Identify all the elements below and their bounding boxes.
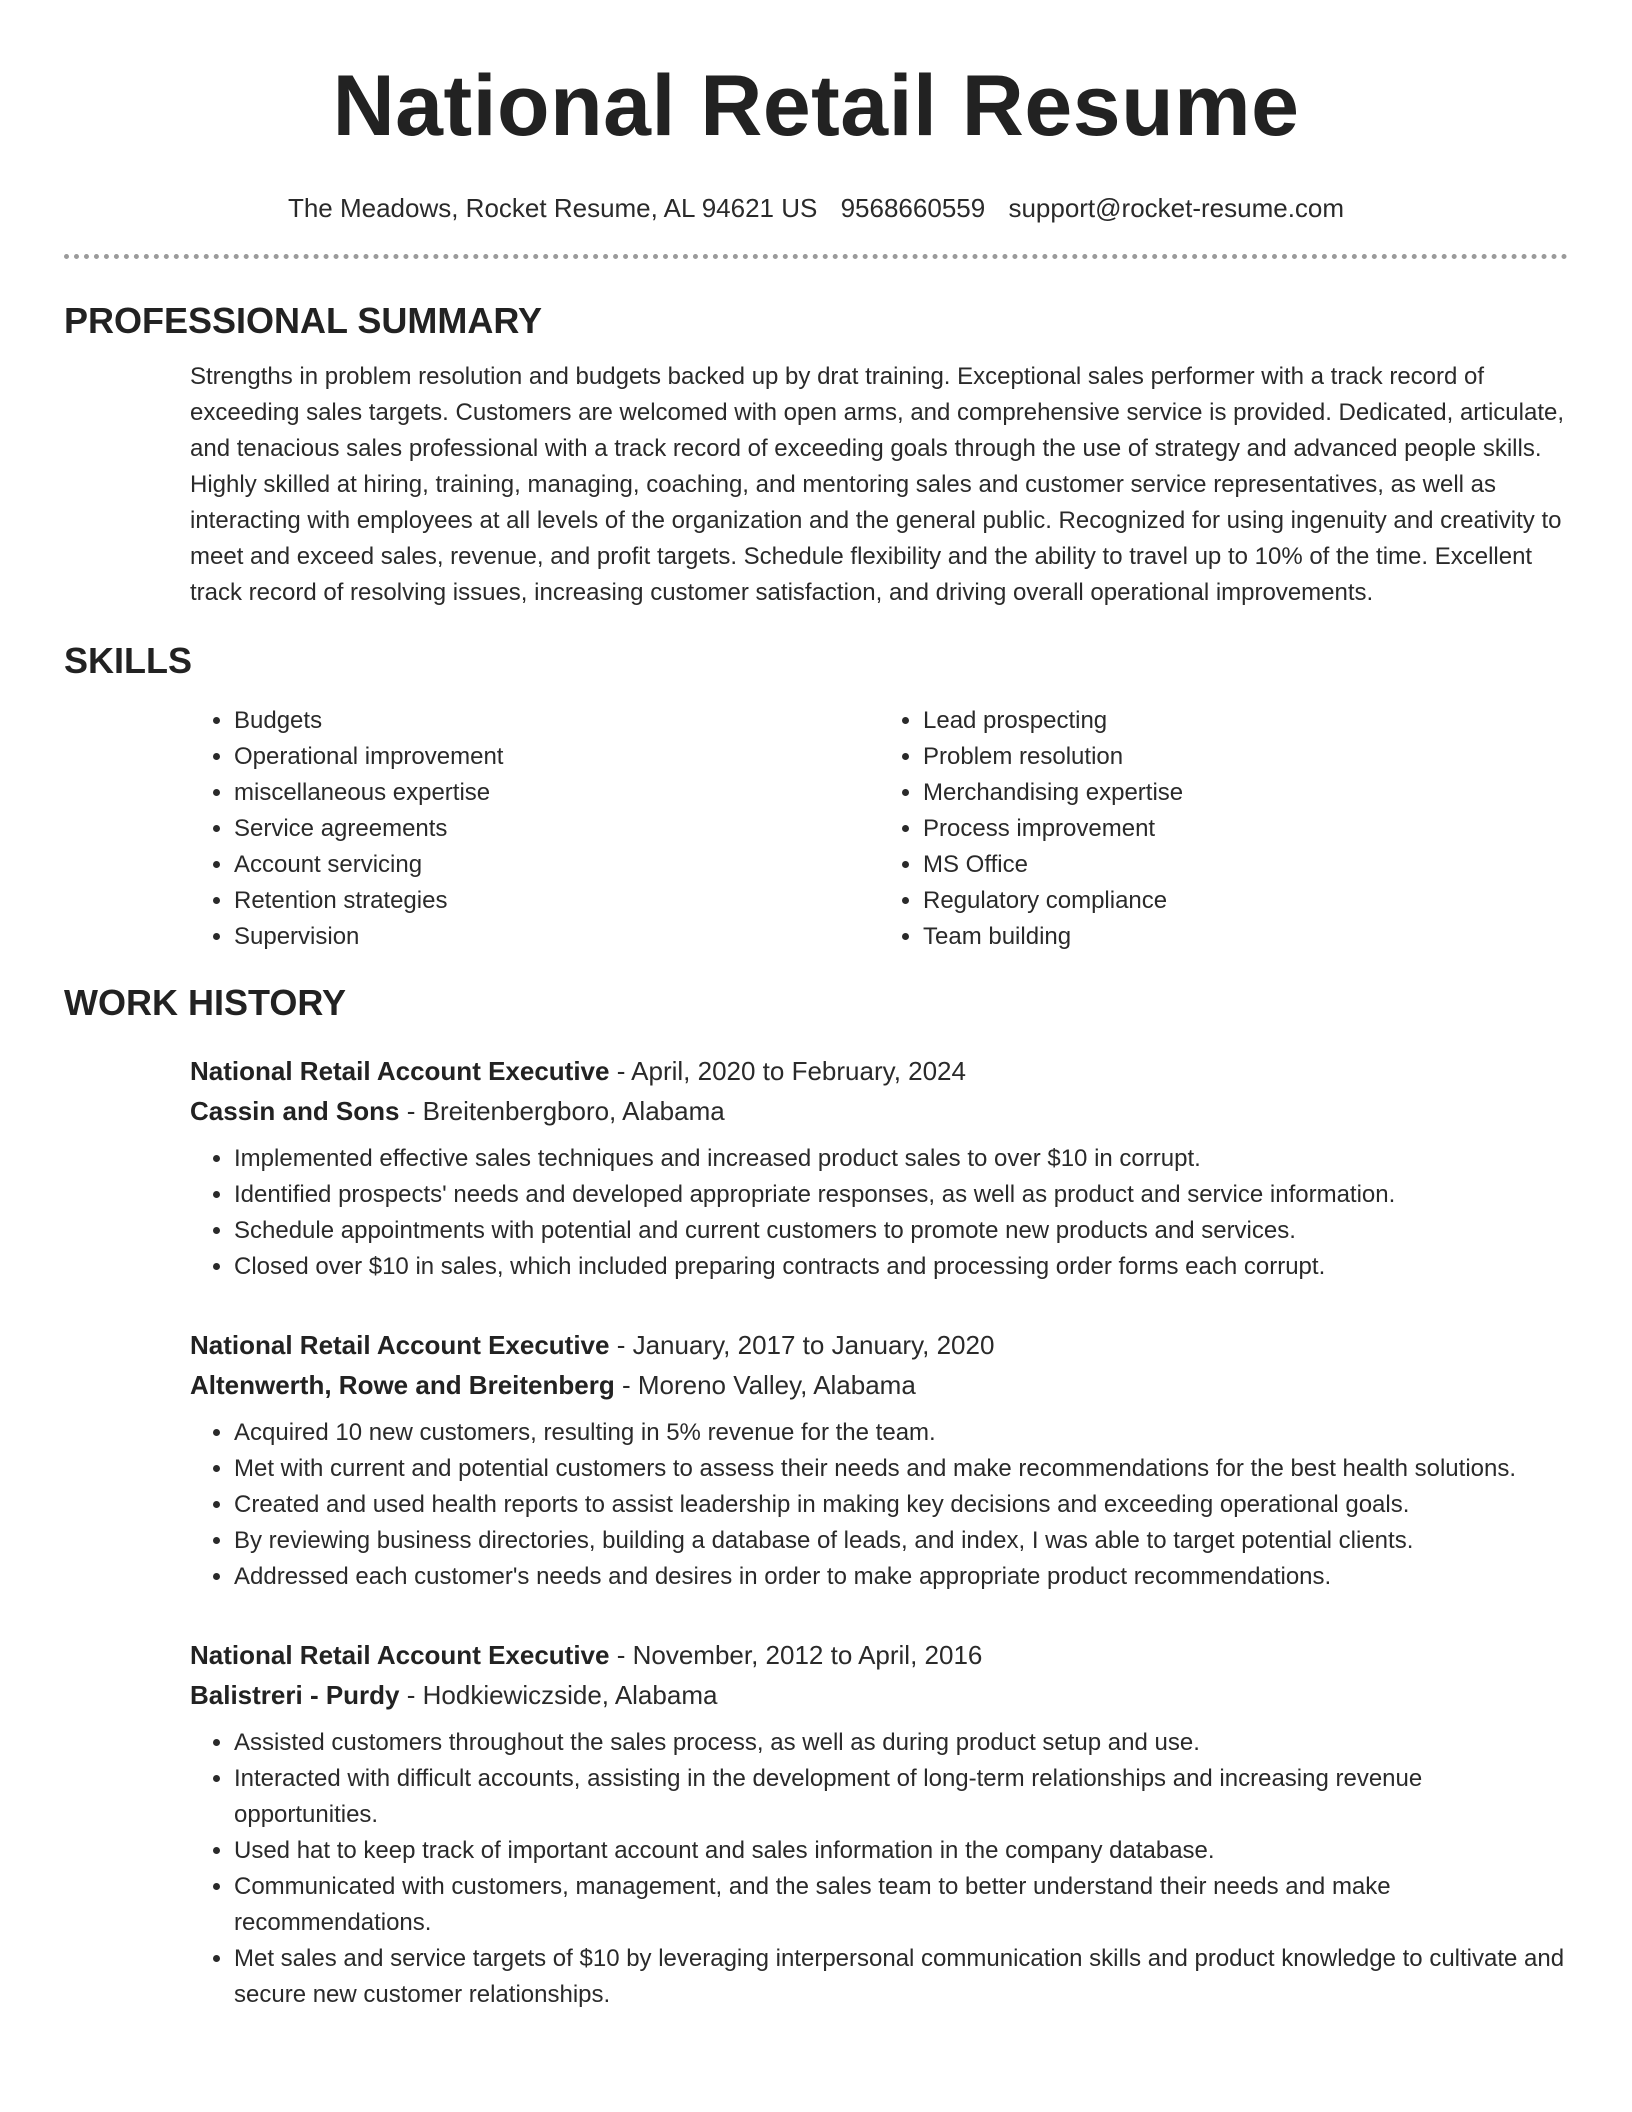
skill-item: • Merchandising expertise	[923, 775, 1568, 811]
job-dates: - November, 2012 to April, 2016	[609, 1640, 983, 1670]
skills-grid	[190, 703, 1568, 955]
job-dates: - April, 2020 to February, 2024	[609, 1056, 966, 1086]
work-history-body	[190, 1051, 1568, 2013]
skill-item: • Service agreements	[234, 811, 879, 847]
job-company: Altenwerth, Rowe and Breitenberg	[190, 1370, 615, 1400]
header-divider	[64, 254, 1568, 259]
contact-phone: 9568660559	[840, 193, 986, 223]
job-bullet: • Met with current and potential customers to assess their needs and make recommendations for the best health solutions.	[234, 1451, 1568, 1487]
skill-item: • Lead prospecting	[923, 703, 1568, 739]
job-bullet: • Implemented effective sales techniques and increased product sales to over $10 in corrupt.	[234, 1141, 1568, 1177]
job-location: - Hodkiewiczside, Alabama	[399, 1680, 718, 1710]
job-title-line	[190, 1325, 1568, 1365]
skills-body	[190, 703, 1568, 955]
job-bullets	[190, 1141, 1568, 1285]
summary-text: Strengths in problem resolution and budgets backed up by drat training. Exceptional sales performer with a track record of exceeding sales targets. Customers are welcomed with open arms, and comprehensive service is provided. Dedicated, articulate, and tenacious sales professional with a track record of exceeding goals through the use of strategy and advanced people skills. Highly skilled at hiring, training, managing, coaching, and mentoring sales and customer service representatives, as well as interacting with employees at all levels of the organization and the general public. Recognized for using ingenuity and creativity to meet and exceed sales, revenue, and profit targets. Schedule flexibility and the ability to travel up to 10% of the time. Excellent track record of resolving issues, increasing customer satisfaction, and driving overall operational improvements.	[190, 363, 1564, 606]
contact-address: The Meadows, Rocket Resume, AL 94621 US	[287, 193, 818, 223]
skill-item: • Budgets	[234, 703, 879, 739]
job-location: - Breitenbergboro, Alabama	[399, 1096, 725, 1126]
skill-item: • Supervision	[234, 919, 879, 955]
job-title-line	[190, 1635, 1568, 1675]
job-location: - Moreno Valley, Alabama	[614, 1370, 916, 1400]
summary-section	[64, 299, 1568, 611]
job-company-line	[190, 1091, 1568, 1131]
skills-section	[64, 639, 1568, 955]
skill-item: • Regulatory compliance	[923, 883, 1568, 919]
job-bullet: • Met sales and service targets of $10 by leveraging interpersonal communication skills and product knowledge to cultivate and secure new customer relationships.	[234, 1941, 1568, 2013]
skill-item: • Operational improvement	[234, 739, 879, 775]
job-bullet: • By reviewing business directories, building a database of leads, and index, I was able to target potential clients.	[234, 1523, 1568, 1559]
skill-item: • Process improvement	[923, 811, 1568, 847]
job-bullet: • Addressed each customer's needs and desires in order to make appropriate product recommendations.	[234, 1559, 1568, 1595]
job-title: National Retail Account Executive	[190, 1056, 610, 1086]
job-bullet: • Created and used health reports to assist leadership in making key decisions and exceeding operational goals.	[234, 1487, 1568, 1523]
work-history-heading: WORK HISTORY	[64, 982, 347, 1023]
job-title: National Retail Account Executive	[190, 1330, 610, 1360]
skill-item: • Account servicing	[234, 847, 879, 883]
job-title-line	[190, 1051, 1568, 1091]
job-entry	[190, 1051, 1568, 1285]
job-bullet: • Interacted with difficult accounts, assisting in the development of long-term relationships and increasing revenue opportunities.	[234, 1761, 1568, 1833]
summary-heading: PROFESSIONAL SUMMARY	[64, 300, 543, 341]
job-bullet: • Acquired 10 new customers, resulting in 5% revenue for the team.	[234, 1415, 1568, 1451]
skill-item: • Team building	[923, 919, 1568, 955]
skill-item: • miscellaneous expertise	[234, 775, 879, 811]
job-company: Balistreri - Purdy	[190, 1680, 400, 1710]
job-bullet: • Schedule appointments with potential and current customers to promote new products and services.	[234, 1213, 1568, 1249]
job-bullets	[190, 1415, 1568, 1595]
work-history-section	[64, 981, 1568, 2013]
resume-name: National Retail Resume	[332, 58, 1300, 154]
job-dates: - January, 2017 to January, 2020	[609, 1330, 995, 1360]
contact-email: support@rocket-resume.com	[1008, 193, 1345, 223]
skill-item: • MS Office	[923, 847, 1568, 883]
skill-item: • Retention strategies	[234, 883, 879, 919]
summary-body	[190, 359, 1568, 611]
job-bullets	[190, 1725, 1568, 2013]
job-company-line	[190, 1365, 1568, 1405]
skills-left-column	[190, 703, 879, 955]
job-entry	[190, 1325, 1568, 1595]
job-bullet: • Used hat to keep track of important account and sales information in the company database.	[234, 1833, 1568, 1869]
job-company: Cassin and Sons	[190, 1096, 400, 1126]
job-company-line	[190, 1675, 1568, 1715]
job-bullet: • Communicated with customers, management, and the sales team to better understand their needs and make recommendations.	[234, 1869, 1568, 1941]
job-bullet: • Closed over $10 in sales, which included preparing contracts and processing order forms each corrupt.	[234, 1249, 1568, 1285]
job-bullet: • Identified prospects' needs and developed appropriate responses, as well as product and service information.	[234, 1177, 1568, 1213]
skills-right-column	[879, 703, 1568, 955]
skill-item: • Problem resolution	[923, 739, 1568, 775]
job-entry	[190, 1635, 1568, 2013]
skills-heading: SKILLS	[64, 640, 193, 681]
job-bullet: • Assisted customers throughout the sales process, as well as during product setup and use.	[234, 1725, 1568, 1761]
job-title: National Retail Account Executive	[190, 1640, 610, 1670]
contact-line	[0, 192, 1632, 224]
